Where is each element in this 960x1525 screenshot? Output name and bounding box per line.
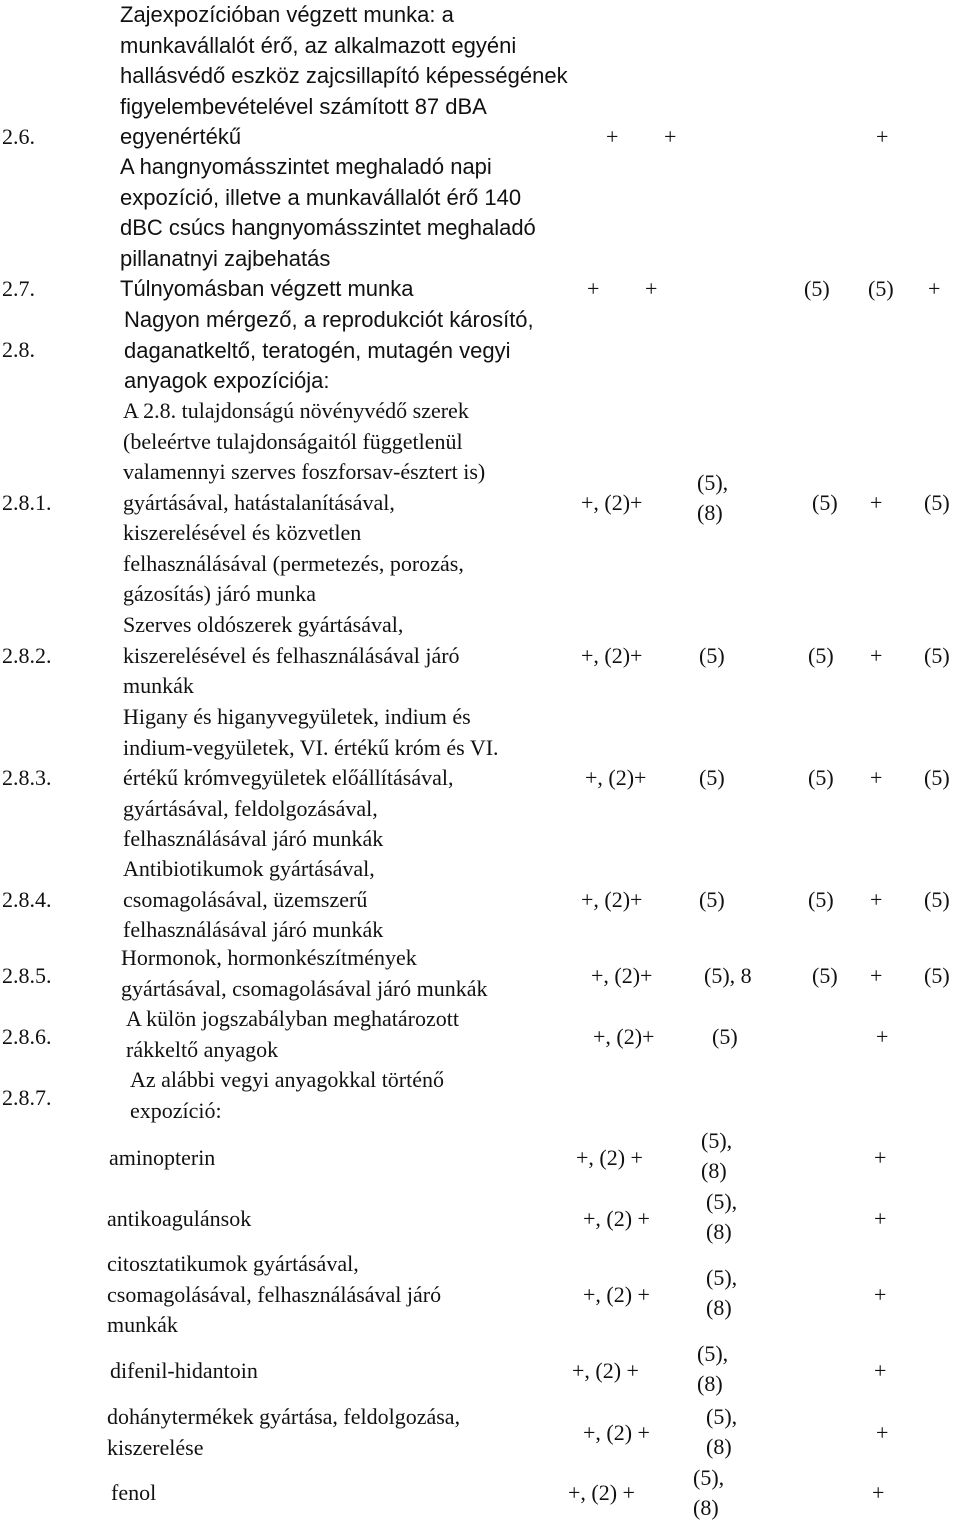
cell-value: (5), 8 [704,963,752,988]
description-line: gyártásával, feldolgozásával, [123,795,378,821]
row-2-8-4-description [123,854,383,946]
description-line: kiszerelése [107,1434,204,1460]
cell-value: (5) [804,276,830,301]
description-line: Hormonok, hormonkészítmények [121,945,417,970]
description-line: felhasználásával járó munkák [123,917,384,942]
cell-value: (5) [808,887,834,912]
description-line: kiszerelésével és közvetlen [123,520,362,545]
cell-value: (5) [808,643,834,668]
cell-plus: + [870,643,883,668]
cell-value: (5) [699,887,725,912]
row-2-8-description [124,305,534,397]
description-line: Antibiotikumok gyártásával, [123,856,375,881]
description-line: gázosítás) járó munka [123,581,317,606]
description-line: A 2.8. tulajdonságú növényvédő szerek [123,398,469,423]
cell-value-stack [697,468,728,528]
cell-value: (8) [697,1371,723,1396]
description-line: Nagyon mérgező, a reprodukciót károsító, [124,307,534,332]
cell-plus: + [876,1024,889,1049]
description-line: gyártásával, hatástalanításával, [123,489,395,515]
cell-plus: + [870,490,883,515]
row-2-8-6-description [126,1004,459,1065]
cell-plus: + [874,1206,887,1231]
row-number: 2.8.4. [2,887,52,912]
cell-plus: + [874,1145,887,1170]
description-line: figyelembevételével számított 87 dBA [120,93,487,119]
cell-plus: + [870,887,883,912]
cell-value-stack [706,1402,737,1462]
description-line: pillanatnyi zajbehatás [120,245,331,271]
cell-value: (5) [924,490,950,515]
cell-value-stack [697,1339,728,1399]
row-number: 2.8.2. [2,643,52,668]
row-number: 2.8.5. [2,963,52,988]
cell-value: (5), [706,1265,738,1290]
cell-value: +, (2)+ [581,643,643,668]
description-line: csomagolásával, felhasználásával járó [107,1281,442,1307]
cell-plus: + [874,1282,887,1307]
cell-value: (8) [706,1434,732,1459]
cell-plus: + [870,765,883,790]
cell-value: +, (2)+ [585,765,647,790]
description-line: expozíció: [130,1097,222,1123]
cell-value: (5) [712,1024,738,1049]
row-number: 2.7. [2,276,35,301]
cell-value: (8) [693,1495,719,1520]
subitem-description: difenil-hidantoin [110,1358,258,1383]
description-line: munkavállalót érő, az alkalmazott egyéni [120,32,517,58]
cell-value: (5) [812,963,838,988]
cell-value: (5) [808,765,834,790]
row-2-6-description [120,0,568,153]
cell-value: (5), [693,1465,725,1490]
description-line: anyagok expozíciója: [124,368,330,393]
description-line: gyártásával, csomagolásával járó munkák [121,975,488,1001]
description-line: csomagolásával, üzemszerű [123,886,368,912]
cell-value-stack [706,1263,737,1323]
cell-value: (5) [924,963,950,988]
description-line: (beleértve tulajdonságaitól függetlenül [123,428,463,454]
cell-value: (5) [812,490,838,515]
description-line: valamennyi szerves foszforsav-észtert is) [123,459,486,484]
description-line: Az alábbi vegyi anyagokkal történő [130,1067,445,1092]
cell-value: (5) [924,643,950,668]
cell-value-stack [701,1126,732,1186]
cell-value: +, (2) + [576,1145,643,1170]
description-line: Túlnyomásban végzett munka [120,276,414,301]
description-line: kiszerelésével és felhasználásával járó [123,642,460,668]
cell-value: (8) [706,1295,732,1320]
cell-value: (8) [701,1158,727,1183]
row-2-8-3-description [123,702,499,855]
cell-plus: + [606,124,619,149]
cell-value: (5), [697,1341,729,1366]
cell-value: +, (2)+ [581,490,643,515]
description-line: munkák [107,1312,178,1337]
row-number: 2.8.7. [2,1085,52,1110]
cell-value-stack [706,1187,737,1247]
cell-plus: + [874,1358,887,1383]
cell-value: (5), [706,1189,738,1214]
cell-value: (5) [699,643,725,668]
description-line: A külön jogszabályban meghatározott [126,1006,459,1031]
description-line: Szerves oldószerek gyártásával, [123,612,404,637]
row-2-8-5-description [121,943,488,1004]
description-line: felhasználásával (permetezés, porozás, [123,550,464,576]
cell-plus: + [587,276,600,301]
description-line: citosztatikumok gyártásával, [107,1251,359,1276]
row-2-8-7-description [130,1065,444,1126]
description-line: A hangnyomásszintet meghaladó napi [120,154,492,179]
description-line: értékű krómvegyületek előállításával, [123,765,454,790]
description-line: rákkeltő anyagok [126,1036,279,1062]
row-2-8-2-description [123,610,460,702]
cell-value: +, (2)+ [593,1024,655,1049]
cell-value: +, (2) + [583,1206,650,1231]
subitem-description: antikoagulánsok [107,1206,252,1231]
cell-value: (5) [924,887,950,912]
row-zaj-description [120,152,536,274]
description-line: munkák [123,673,194,698]
cell-value: (5) [924,765,950,790]
cell-value: +, (2)+ [581,887,643,912]
cell-value: +, (2) + [568,1480,635,1505]
description-line: egyenértékű [120,124,242,149]
row-number: 2.8.1. [2,490,52,515]
row-2-8-1-description [123,396,485,610]
cell-plus: + [664,124,677,149]
description-line: indium-vegyületek, VI. értékű króm és VI. [123,734,499,760]
description-line: dBC csúcs hangnyomásszintet meghaladó [120,215,536,240]
description-line: felhasználásával járó munkák [123,826,384,851]
cell-value: (8) [697,500,723,525]
cell-value-stack [693,1463,724,1523]
cell-plus: + [876,124,889,149]
description-line: Higany és higanyvegyületek, indium és [123,704,471,729]
description-line: expozíció, illetve a munkavállalót érő 140 [120,184,522,210]
cell-value: +, (2)+ [591,963,653,988]
cell-plus: + [870,963,883,988]
description-line: daganatkeltő, teratogén, mutagén vegyi [124,337,511,363]
subitem-description-block [107,1402,460,1463]
cell-value: (5), [706,1404,738,1429]
subitem-description: fenol [111,1480,157,1505]
row-number: 2.8. [2,337,35,362]
row-number: 2.6. [2,124,35,149]
cell-plus: + [872,1480,885,1505]
subitem-description-block [107,1249,441,1341]
description-line: Zajexpozícióban végzett munka: a [120,2,454,27]
cell-value: (5) [699,765,725,790]
cell-plus: + [645,276,658,301]
subitem-description: aminopterin [109,1145,216,1170]
cell-value: (8) [706,1219,732,1244]
cell-value: (5), [697,470,729,495]
cell-value: (5) [868,276,894,301]
cell-plus: + [876,1420,889,1445]
cell-value: +, (2) + [572,1358,639,1383]
row-number: 2.8.3. [2,765,52,790]
description-line: dohánytermékek gyártása, feldolgozása, [107,1404,461,1429]
cell-value: +, (2) + [583,1420,650,1445]
cell-value: +, (2) + [583,1282,650,1307]
cell-value: (5), [701,1128,733,1153]
description-line: hallásvédő eszköz zajcsillapító képességének [120,63,568,88]
cell-plus: + [928,276,941,301]
row-number: 2.8.6. [2,1024,52,1049]
